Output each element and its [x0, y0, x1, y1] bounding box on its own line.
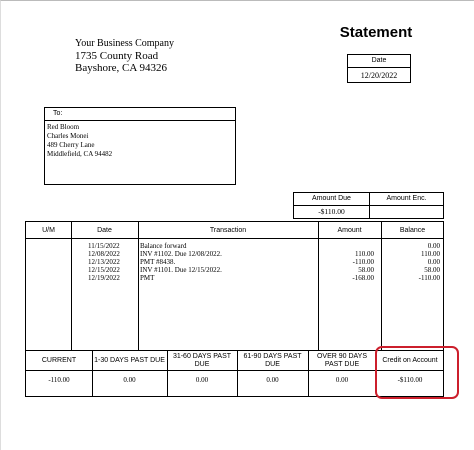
bill-to-line: 489 Cherry Lane — [47, 141, 95, 149]
aging-value-61-90: 0.00 — [266, 376, 279, 384]
row-balance: 0.00 — [427, 242, 440, 250]
aging-61-90-cell — [237, 351, 308, 396]
amount-summary-box — [293, 192, 444, 219]
bill-to-box — [44, 107, 236, 185]
bill-to-line: Red Bloom — [47, 123, 80, 131]
aging-current-cell — [26, 351, 92, 396]
table-row — [26, 242, 444, 250]
company-street: 1735 County Road — [75, 50, 159, 62]
table-row — [26, 274, 444, 282]
aging-header-current: CURRENT — [41, 357, 77, 364]
credit-on-account-label: Credit on Account — [382, 357, 438, 364]
row-transaction: PMT #8438. — [140, 258, 176, 266]
bill-to-label: To: — [45, 108, 235, 121]
row-amount: 58.00 — [358, 266, 374, 274]
row-balance: 110.00 — [421, 250, 440, 258]
header-date: Date — [97, 227, 112, 234]
header-um: U/M — [42, 227, 55, 234]
aging-1-30-cell — [92, 351, 167, 396]
table-row — [26, 258, 444, 266]
header-balance: Balance — [399, 227, 426, 234]
row-balance: 58.00 — [424, 266, 440, 274]
row-transaction: INV #1102. Due 12/08/2022. — [140, 250, 222, 258]
date-label: Date — [348, 55, 410, 68]
row-amount: -168.00 — [352, 274, 374, 282]
credit-on-account-value: -$110.00 — [397, 376, 423, 384]
amount-enc-label: Amount Enc. — [386, 195, 427, 202]
date-box — [347, 54, 411, 83]
aging-header-31-60: 31-60 DAYS PAST DUE — [172, 353, 232, 368]
amount-due-label: Amount Due — [294, 193, 370, 205]
bill-to-line: Middlefield, CA 94482 — [47, 150, 113, 158]
aging-header-over-90: OVER 90 DAYS PAST DUE — [316, 353, 368, 368]
bill-to-line: Charles Monei — [47, 132, 89, 140]
row-date: 12/13/2022 — [88, 258, 120, 266]
row-date: 12/08/2022 — [88, 250, 120, 258]
header-amount: Amount — [337, 227, 362, 234]
company-address-block — [75, 38, 174, 74]
company-name: Your Business Company — [75, 38, 174, 49]
table-row — [26, 266, 444, 274]
row-date: 11/15/2022 — [88, 242, 120, 250]
transactions-table — [25, 221, 444, 353]
row-date: 12/15/2022 — [88, 266, 120, 274]
statement-title: Statement — [339, 24, 413, 41]
aging-value-current: -110.00 — [48, 376, 70, 384]
header-transaction: Transaction — [209, 227, 247, 234]
row-balance: 0.00 — [427, 258, 440, 266]
company-city: Bayshore, CA 94326 — [75, 62, 167, 74]
aging-value-31-60: 0.00 — [195, 376, 209, 384]
aging-over-90-cell — [308, 351, 376, 396]
table-row — [26, 250, 444, 258]
credit-highlight-annotation — [375, 346, 459, 399]
date-value: 12/20/2022 — [360, 71, 398, 80]
aging-value-1-30: 0.00 — [123, 376, 136, 384]
aging-31-60-cell — [167, 351, 237, 396]
row-transaction: INV #1101. Due 12/15/2022. — [140, 266, 222, 274]
row-amount: -110.00 — [352, 258, 374, 266]
row-transaction: Balance forward — [140, 242, 187, 250]
row-balance: -110.00 — [418, 274, 440, 282]
row-amount: 110.00 — [355, 250, 374, 258]
row-date: 12/19/2022 — [88, 274, 120, 282]
row-transaction: PMT — [140, 274, 155, 282]
aging-header-61-90: 61-90 DAYS PAST DUE — [243, 353, 302, 368]
bill-to-address — [45, 121, 235, 159]
amount-enc-value[interactable] — [370, 206, 443, 219]
transactions-body — [26, 242, 444, 282]
amount-due-value: -$110.00 — [294, 206, 370, 219]
aging-header-1-30: 1-30 DAYS PAST DUE — [94, 357, 165, 364]
aging-value-over-90: 0.00 — [335, 376, 349, 384]
